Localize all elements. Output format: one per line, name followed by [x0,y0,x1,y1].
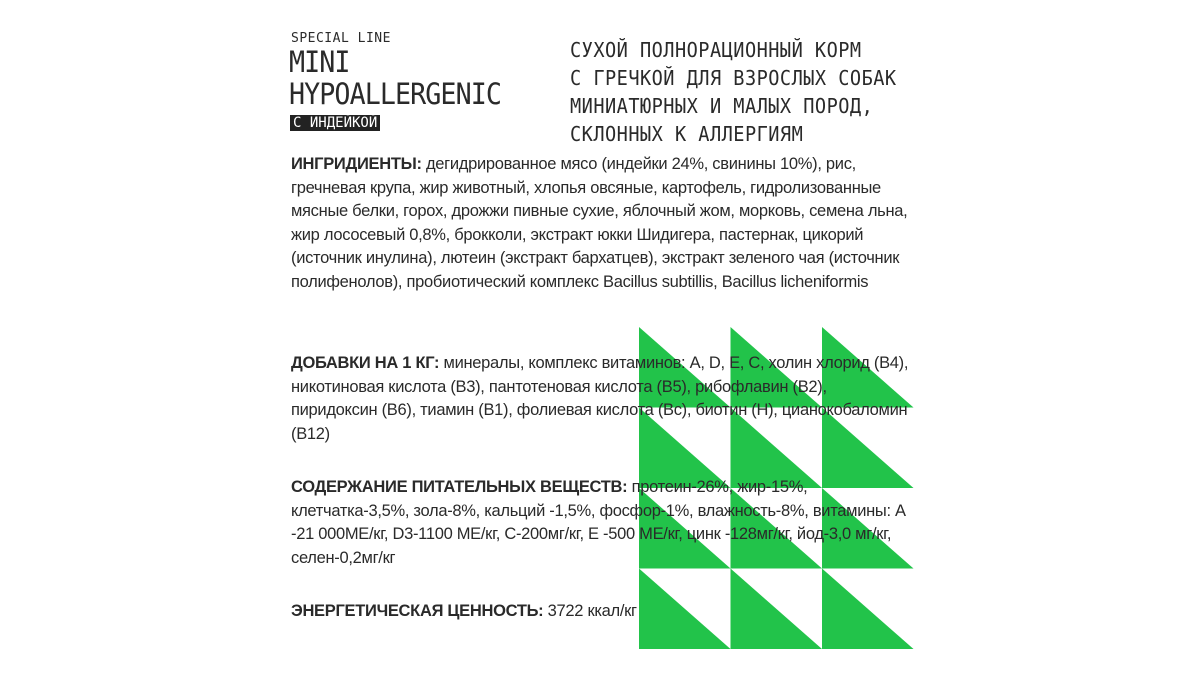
product-description [570,36,897,148]
description-line: МИНИАТЮРНЫХ И МАЛЫХ ПОРОД, [570,94,874,118]
energy-section [291,600,911,624]
additives-section [291,352,911,446]
description-line: СКЛОННЫХ К АЛЛЕРГИЯМ [570,122,804,146]
nutrients-section [291,476,911,570]
ingredients-section [291,153,911,294]
product-name-line2: HYPOALLERGENIC [289,77,502,111]
section-text: дегидрированное мясо (индейки 24%, свинины 10%), рис, гречневая крупа, жир животный, хлопья овсяные, картофель, гидролизованные мясные белки, горох, дрожжи пивные сухие, яблочный жом, морковь, семена льна, жир лососевый 0,8%, брокколи, экстракт юкки Шидигера, пастернак, цикорий (источник инулина), лютеин (экстракт бархатцев), экстракт зеленого чая (источник полифенолов), пробиотический комплекс Bacillus subtillis, Bacillus licheniformis [291,155,908,291]
section-label: ДОБАВКИ НА 1 КГ: [291,354,440,372]
section-label: СОДЕРЖАНИЕ ПИТАТЕЛЬНЫХ ВЕЩЕСТВ: [291,478,628,496]
section-label: ЭНЕРГЕТИЧЕСКАЯ ЦЕННОСТЬ: [291,602,544,620]
section-text: 3722 ккал/кг [543,602,637,620]
series-label: SPECIAL LINE [291,31,391,46]
description-line: С ГРЕЧКОЙ ДЛЯ ВЗРОСЛЫХ СОБАК [570,66,897,90]
section-label: ИНГРИДИЕНТЫ: [291,155,422,173]
product-name [289,46,501,110]
flavor-badge: С ИНДЕЙКОЙ [290,115,380,131]
product-name-line1: MINI [289,45,350,79]
section-text: протеин-26%, жир-15%, клетчатка-3,5%, зола-8%, кальций -1,5%, фосфор-1%, влажность-8%, витамины: A -21 000МЕ/кг, D3-1100 МЕ/кг, C-200мг/кг, E -500 МЕ/кг, цинк -128мг/кг, йод-3,0 мг/кг, селен-0,2мг/кг [291,478,905,567]
section-text: минералы, комплекс витаминов: A, D, E, C, холин хлорид (B4), никотиновая кислота (B3), пантотеновая кислота (B5), рибофлавин (B2), пиридоксин (B6), тиамин (B1), фолиевая кислота (Bc), биотин (H), цианокобаломин (B12) [291,354,909,443]
description-line: СУХОЙ ПОЛНОРАЦИОННЫЙ КОРМ [570,38,862,62]
